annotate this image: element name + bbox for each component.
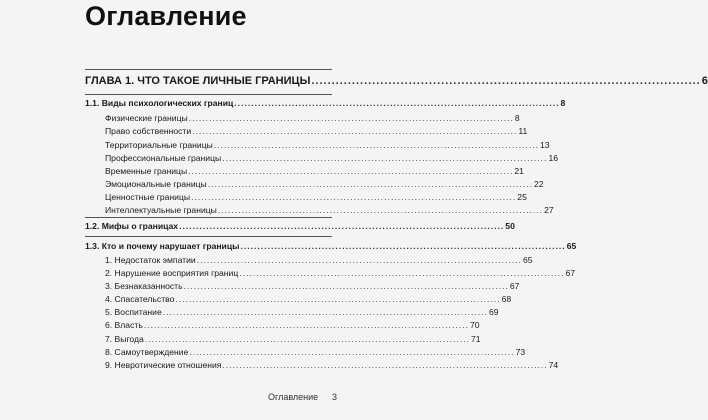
toc-entry-page: 69	[488, 307, 499, 317]
toc-entry-text: 3. Безнаказанность	[105, 281, 183, 291]
leader-dots: ................................................................................................	[217, 205, 544, 215]
page-title: Оглавление	[85, 1, 247, 31]
leader-dots: ................................................................................................	[207, 179, 533, 189]
toc-entry-page: 22	[533, 179, 544, 189]
toc-item[interactable]	[105, 347, 526, 357]
toc-entry-text: ГЛАВА 1. ЧТО ТАКОЕ ЛИЧНЫЕ ГРАНИЦЫ	[85, 75, 311, 87]
toc-entry-page: 6	[701, 75, 708, 87]
toc-item[interactable]	[105, 166, 524, 176]
leader-dots: ................................................................................................	[196, 255, 522, 265]
toc-entry-page: 21	[514, 166, 524, 176]
toc-entry-page: 65	[566, 241, 577, 251]
toc-entry-page: 8	[514, 113, 520, 123]
toc-entry-text: 1. Недостаток эмпатии	[105, 255, 196, 265]
leader-dots: ................................................................................................	[222, 360, 548, 370]
toc-entry-page: 65	[522, 255, 533, 265]
toc-entry-text: Физические границы	[105, 113, 188, 123]
toc-entry-text: Интеллектуальные границы	[105, 205, 217, 215]
leader-dots: ................................................................................................	[144, 334, 471, 344]
divider	[85, 69, 332, 70]
toc-entry-page: 25	[517, 192, 527, 202]
toc-entry-text: Ценностные границы	[105, 192, 191, 202]
leader-dots: ................................................................................................	[179, 221, 505, 231]
toc-entry-text: 4. Спасательство	[105, 294, 175, 304]
leader-dots: ................................................................................................	[240, 241, 566, 251]
leader-dots: ................................................................................................	[188, 113, 514, 123]
leader-dots: ................................................................................................	[192, 126, 518, 136]
divider	[85, 236, 332, 237]
toc-item[interactable]	[105, 113, 520, 123]
toc-entry-page: 68	[501, 294, 512, 304]
toc-entry-page: 16	[548, 153, 558, 163]
toc-entry-page: 8	[560, 98, 566, 108]
toc-section-1-2[interactable]	[85, 221, 515, 231]
toc-item[interactable]	[105, 153, 558, 163]
leader-dots: ................................................................................................	[162, 307, 488, 317]
toc-item[interactable]	[105, 307, 499, 317]
leader-dots: ................................................................................................	[234, 98, 560, 108]
toc-entry-page: 71	[471, 334, 481, 344]
divider	[85, 94, 332, 95]
toc-item[interactable]	[105, 126, 528, 136]
toc-entry-page: 74	[548, 360, 559, 370]
toc-item[interactable]	[105, 360, 559, 370]
toc-item[interactable]	[105, 281, 520, 291]
page-number: 3	[332, 392, 338, 402]
toc-entry-text: 9. Невротические отношения	[105, 360, 222, 370]
leader-dots: ................................................................................................	[188, 166, 514, 176]
toc-section-1-1[interactable]	[85, 98, 566, 108]
toc-entry-text: 8. Самоутверждение	[105, 347, 189, 357]
toc-entry-text: Временные границы	[105, 166, 188, 176]
toc-entry-page: 70	[470, 320, 480, 330]
toc-entry-text: 5. Воспитание	[105, 307, 162, 317]
leader-dots: ................................................................................................	[222, 153, 548, 163]
leader-dots: ................................................................................................	[189, 347, 515, 357]
leader-dots: ................................................................................................	[311, 75, 701, 87]
toc-entry-text: Эмоциональные границы	[105, 179, 207, 189]
toc-entry-text: 1.2. Мифы о границах	[85, 221, 179, 231]
toc-item[interactable]	[105, 255, 533, 265]
leader-dots: ................................................................................................	[191, 192, 517, 202]
toc-item[interactable]	[105, 320, 480, 330]
toc-entry-page: 50	[505, 221, 515, 231]
toc-entry-text: 2. Нарушение восприятия границ	[105, 268, 239, 278]
toc-entry-page: 73	[515, 347, 526, 357]
toc-entry-page: 27	[544, 205, 554, 215]
leader-dots: ................................................................................................	[143, 320, 470, 330]
toc-item[interactable]	[105, 268, 576, 278]
footer-label: Оглавление	[268, 392, 319, 402]
toc-entry-page: 67	[509, 281, 520, 291]
toc-item[interactable]	[105, 192, 527, 202]
toc-entry-page: 11	[518, 126, 528, 136]
toc-item[interactable]	[105, 334, 481, 344]
toc-section-1-3[interactable]	[85, 241, 577, 251]
toc-entry-page: 67	[565, 268, 576, 278]
toc-entry-text: 1.1. Виды психологических границ	[85, 98, 234, 108]
toc-item[interactable]	[105, 179, 544, 189]
toc-item[interactable]	[105, 294, 512, 304]
leader-dots: ................................................................................................	[239, 268, 565, 278]
toc-entry-text: 7. Выгода	[105, 334, 144, 344]
leader-dots: ................................................................................................	[183, 281, 509, 291]
leader-dots: ................................................................................................	[175, 294, 501, 304]
toc-entry-text: 6. Власть	[105, 320, 143, 330]
toc-entry-text: 1.3. Кто и почему нарушает границы	[85, 241, 240, 251]
toc-item[interactable]	[105, 205, 554, 215]
toc-chapter-1[interactable]	[85, 75, 708, 87]
toc-entry-page: 13	[540, 140, 550, 150]
divider	[85, 217, 332, 218]
toc-entry-text: Право собственности	[105, 126, 192, 136]
toc-item[interactable]	[105, 140, 550, 150]
toc-entry-text: Профессиональные границы	[105, 153, 222, 163]
toc-entry-text: Территориальные границы	[105, 140, 213, 150]
leader-dots: ................................................................................................	[213, 140, 540, 150]
